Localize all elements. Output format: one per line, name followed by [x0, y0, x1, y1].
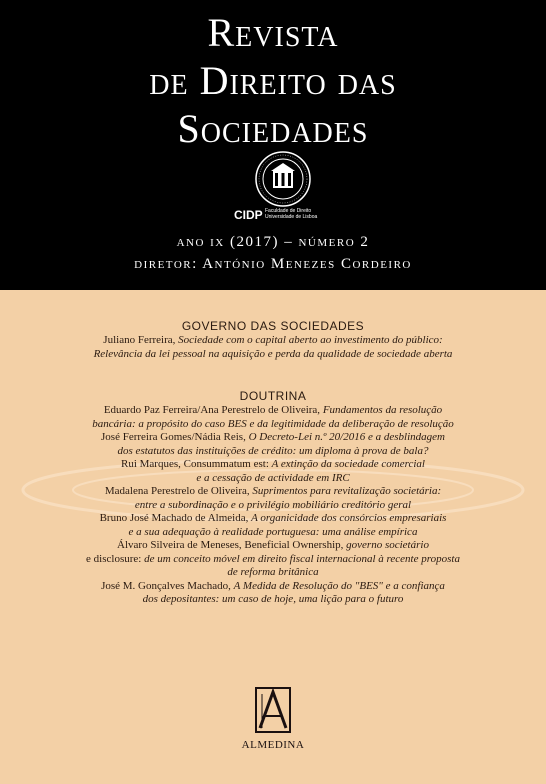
- section-doutrina: [0, 388, 546, 607]
- article-line: Madalena Perestrelo de Oliveira, Suprimentos para revitalização societária:: [104, 485, 442, 497]
- cidp-mark: CIDP: [234, 208, 263, 222]
- article-line: entre a subordinação e o privilégio mobiliário creditório geral: [134, 498, 412, 511]
- issue-info: ano ix (2017) – número 2: [176, 234, 370, 250]
- section-heading-doutrina: DOUTRINA: [239, 389, 307, 403]
- title-band: [0, 0, 546, 290]
- journal-title-line2: de Direito das: [149, 58, 397, 103]
- article-line: dos depositantes: um caso de hoje, uma lição para o futuro: [142, 593, 404, 605]
- journal-title-line3: Sociedades: [177, 106, 369, 151]
- article-line: Relevância da lei pessoal na aquisição e perda da qualidade de sociedade aberta: [93, 347, 453, 360]
- article-line: José Ferreira Gomes/Nádia Reis, O Decreto-Lei n.º 20/2016 e a desblindagem: [101, 431, 445, 443]
- article-line: José M. Gonçalves Machado, A Medida de Resolução do "BES" e a confiança: [101, 579, 445, 592]
- section-heading-governo: GOVERNO DAS SOCIEDADES: [181, 319, 365, 333]
- article-line: de reforma britânica: [227, 566, 319, 578]
- article-line: e a cessação de actividade em IRC: [196, 471, 350, 484]
- university-seal-icon: [254, 150, 312, 208]
- publisher-logo: [238, 682, 308, 762]
- almedina-logo-icon: [238, 682, 308, 738]
- director-info: diretor: António Menezes Cordeiro: [134, 256, 412, 272]
- article-line: Bruno José Machado de Almeida, A organicidade dos consórcios empresariais: [99, 512, 447, 524]
- article-line: Eduardo Paz Ferreira/Ana Perestrelo de Oliveira, Fundamentos da resolução: [103, 404, 443, 416]
- publisher-name: ALMEDINA: [241, 739, 305, 751]
- article-line: Álvaro Silveira de Meneses, Beneficial Ownership, governo societário: [117, 539, 429, 551]
- cidp-logo: [234, 208, 344, 224]
- journal-title-line1: Revista: [207, 10, 339, 55]
- article-line: Juliano Ferreira, Sociedade com o capital aberto ao investimento do público:: [103, 334, 443, 346]
- article-line: e a sua adequação à realidade portuguesa: uma análise empírica: [128, 525, 418, 538]
- cidp-faculty: Faculdade de Direito Universidade de Lisboa: [265, 208, 318, 220]
- article-line: Rui Marques, Consummatum est: A extinção da sociedade comercial: [121, 458, 425, 470]
- article-line: e disclosure: de um conceito móvel em direito fiscal internacional à recente proposta: [86, 552, 460, 565]
- article-line: bancária: a propósito do caso BES e da legitimidade da deliberação de resolução: [92, 417, 454, 430]
- section-governo: [0, 318, 546, 361]
- article-line: dos estatutos das instituições de crédito: um diploma à prova de bala?: [117, 444, 429, 457]
